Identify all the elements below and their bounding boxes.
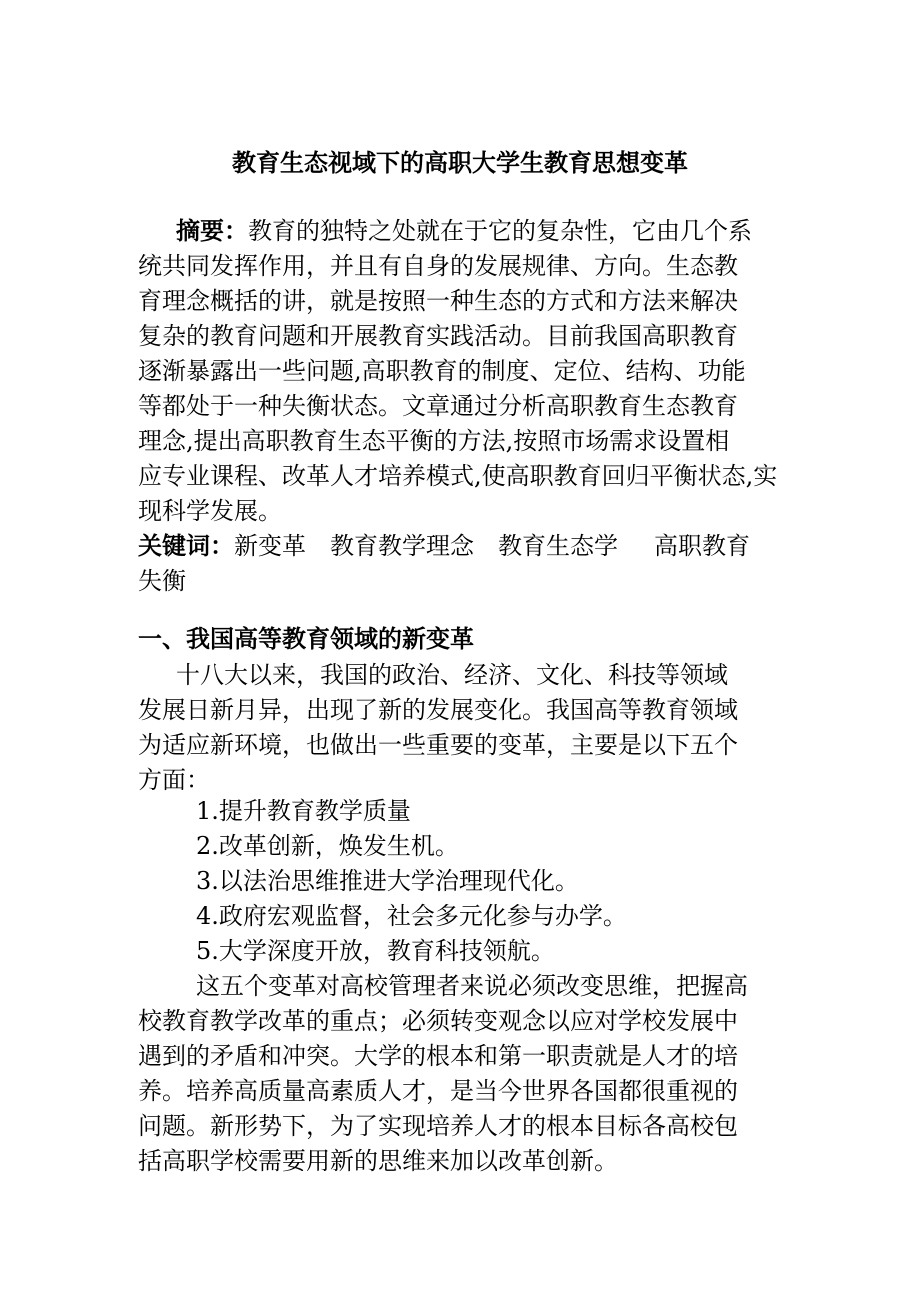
intro-line: 为适应新环境，也做出一些重要的变革，主要是以下五个	[138, 731, 738, 759]
keyword-item: 高职教育	[654, 532, 750, 560]
abstract-section	[138, 214, 818, 529]
list-item: 4.政府宏观监督，社会多元化参与办学。	[196, 902, 627, 930]
list-item: 3.以法治思维推进大学治理现代化。	[196, 867, 579, 895]
abstract-line: 等都处于一种失衡状态。文章通过分析高职教育生态教育	[138, 392, 738, 420]
keyword-item: 失衡	[138, 567, 186, 595]
document-title: 教育生态视域下的高职大学生教育思想变革	[232, 149, 688, 177]
list-item: 2.改革创新，焕发生机。	[196, 832, 459, 860]
keywords-label: 关键词：	[138, 532, 234, 560]
list-item: 1.提升教育教学质量	[196, 797, 411, 825]
closing-line: 问题。新形势下，为了实现培养人才的根本目标各高校包	[138, 1112, 738, 1140]
abstract-line: 复杂的教育问题和开展教育实践活动。目前我国高职教育	[138, 322, 738, 350]
intro-line: 方面：	[138, 766, 210, 794]
section-closing	[138, 969, 818, 1179]
reform-list	[138, 794, 818, 969]
abstract-line	[138, 214, 818, 249]
keywords-section	[138, 529, 818, 599]
abstract-line: 逐渐暴露出一些问题,高职教育的制度、定位、结构、功能	[138, 357, 746, 385]
list-item: 5.大学深度开放，教育科技领航。	[196, 937, 555, 965]
intro-line: 十八大以来，我国的政治、经济、文化、科技等领域	[176, 661, 728, 689]
intro-line: 发展日新月异，出现了新的发展变化。我国高等教育领域	[138, 696, 738, 724]
closing-line: 这五个变革对高校管理者来说必须改变思维，把握高	[196, 972, 748, 1000]
closing-line: 括高职学校需要用新的思维来加以改革创新。	[138, 1147, 618, 1175]
closing-line: 遇到的矛盾和冲突。大学的根本和第一职责就是人才的培	[138, 1042, 738, 1070]
abstract-line-text: 教育的独特之处就在于它的复杂性，它由几个系	[248, 217, 752, 245]
abstract-line: 现科学发展。	[138, 497, 282, 525]
keywords-line	[138, 529, 818, 564]
section-intro	[138, 658, 818, 798]
abstract-line: 育理念概括的讲，就是按照一种生态的方式和方法来解决	[138, 287, 738, 315]
abstract-label: 摘要：	[176, 217, 248, 245]
abstract-line: 统共同发挥作用，并且有自身的发展规律、方向。生态教	[138, 252, 738, 280]
keyword-item: 新变革	[234, 532, 306, 560]
keyword-item: 教育生态学	[498, 532, 618, 560]
keyword-item: 教育教学理念	[330, 532, 474, 560]
abstract-line: 应专业课程、改革人才培养模式,使高职教育回归平衡状态,实	[138, 462, 778, 490]
closing-line: 校教育教学改革的重点；必须转变观念以应对学校发展中	[138, 1007, 738, 1035]
section-heading: 一、我国高等教育领域的新变革	[138, 625, 474, 653]
closing-line: 养。培养高质量高素质人才，是当今世界各国都很重视的	[138, 1077, 738, 1105]
abstract-line: 理念,提出高职教育生态平衡的方法,按照市场需求设置相	[138, 427, 730, 455]
